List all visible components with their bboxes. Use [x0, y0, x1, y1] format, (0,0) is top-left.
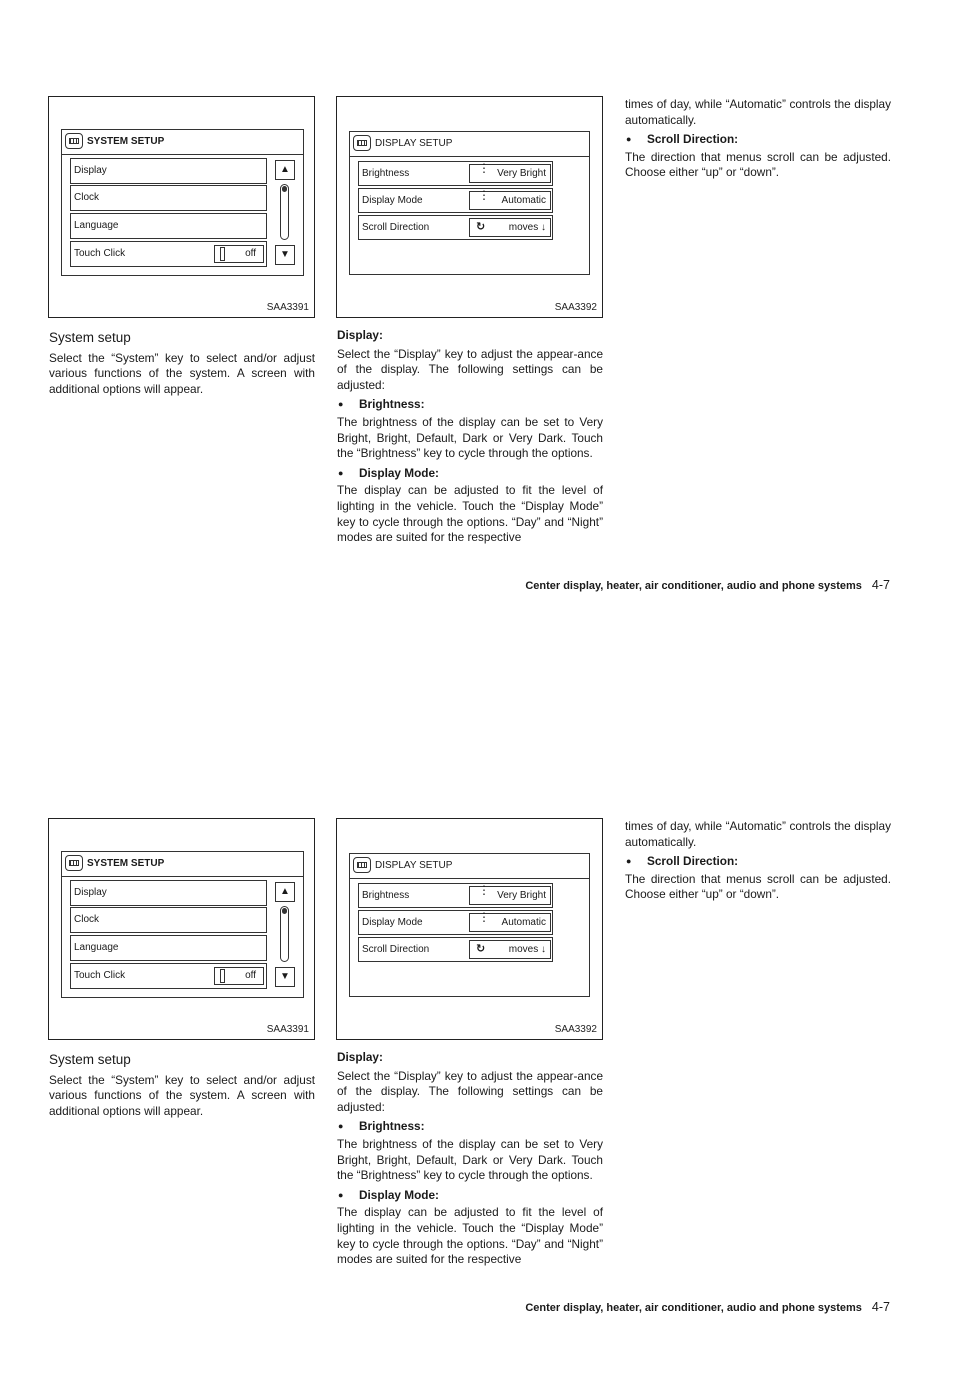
- more-options-icon: ⋮: [478, 161, 490, 175]
- setting-label: Scroll Direction: [362, 944, 430, 955]
- paragraph: The direction that menus scroll can be adjusted. Choose either “up” or “down”.: [625, 871, 891, 902]
- setting-value-button[interactable]: [469, 910, 551, 932]
- paragraph: Select the “Display” key to adjust the appear-ance of the display. The following settings can be adjusted:: [337, 1068, 603, 1114]
- menu-item-language[interactable]: Language: [70, 213, 267, 239]
- page-1: [0, 0, 954, 660]
- column-2: [337, 328, 603, 550]
- menu-item-display[interactable]: Display: [70, 880, 267, 906]
- menu-item-display[interactable]: Display: [70, 158, 267, 184]
- scrollbar[interactable]: [275, 880, 297, 992]
- setup-icon: [65, 133, 83, 149]
- page-footer: [525, 578, 890, 592]
- setup-icon: [353, 857, 371, 873]
- more-options-icon: ⋮: [478, 910, 490, 924]
- screen-title-text: SYSTEM SETUP: [87, 858, 165, 869]
- paragraph: Select the “System” key to select and/or adjust various functions of the system. A screen with additional options will appear.: [49, 350, 315, 396]
- figure-id: SAA3391: [266, 302, 309, 313]
- screen-title: [62, 130, 303, 155]
- screen-title-text: DISPLAY SETUP: [375, 138, 453, 149]
- system-setup-screen: [61, 129, 304, 276]
- menu-item-touch-click[interactable]: [70, 963, 267, 989]
- column-2: [337, 1050, 603, 1272]
- setting-value: moves ↓: [508, 222, 546, 233]
- setting-value: Automatic: [501, 917, 546, 928]
- bullet-heading: ● Display Mode:: [337, 1188, 603, 1204]
- scroll-track[interactable]: [280, 906, 289, 962]
- setting-value: Very Bright: [497, 168, 546, 179]
- scroll-up-icon[interactable]: ▲: [275, 882, 295, 902]
- setup-icon: [65, 855, 83, 871]
- scroll-up-icon[interactable]: ▲: [275, 160, 295, 180]
- column-1: [49, 330, 315, 401]
- figure-id: SAA3391: [266, 1024, 309, 1035]
- touch-click-toggle[interactable]: off: [214, 967, 264, 985]
- paragraph: The display can be adjusted to fit the level of lighting in the vehicle. Touch the “Display Mode” key to cycle through the options. “Day” and “Night” modes are suited for the respective: [337, 1205, 603, 1267]
- setting-value-button[interactable]: [469, 161, 551, 183]
- setup-icon: [353, 135, 371, 151]
- menu-item-clock[interactable]: Clock: [70, 907, 267, 933]
- system-setup-figure: [48, 96, 315, 318]
- paragraph: The display can be adjusted to fit the level of lighting in the vehicle. Touch the “Display Mode” key to cycle through the options. “Day” and “Night” modes are suited for the respective: [337, 483, 603, 545]
- setting-value-button[interactable]: [469, 940, 551, 959]
- scrollbar[interactable]: [275, 158, 297, 270]
- more-options-icon: ⋮: [478, 188, 490, 202]
- display-setup-figure: [336, 96, 603, 318]
- scroll-thumb[interactable]: [282, 908, 287, 914]
- setting-value: Automatic: [501, 195, 546, 206]
- screen-title-text: DISPLAY SETUP: [375, 860, 453, 871]
- paragraph: The direction that menus scroll can be adjusted. Choose either “up” or “down”.: [625, 149, 891, 180]
- display-setup-figure: [336, 818, 603, 1040]
- cycle-icon: ↻: [476, 221, 486, 233]
- paragraph: The brightness of the display can be set to Very Bright, Bright, Default, Dark or Very Dark. Touch the “Brightness” key to cycle through the options.: [337, 1136, 603, 1183]
- setting-value-button[interactable]: [469, 218, 551, 237]
- menu-item-label: Touch Click: [74, 970, 126, 981]
- paragraph: times of day, while “Automatic” controls the display automatically.: [625, 97, 891, 127]
- setting-row-brightness[interactable]: [358, 161, 553, 186]
- section-heading: System setup: [49, 1052, 131, 1067]
- cycle-icon: ↻: [476, 943, 486, 955]
- setting-label: Brightness: [362, 890, 410, 901]
- scroll-track[interactable]: [280, 184, 289, 240]
- section-heading: System setup: [49, 330, 131, 345]
- menu-item-touch-click[interactable]: [70, 241, 267, 267]
- menu-item-clock[interactable]: Clock: [70, 185, 267, 211]
- setting-label: Scroll Direction: [362, 222, 430, 233]
- page-number: 4-7: [871, 1300, 890, 1314]
- setting-value: moves ↓: [508, 944, 546, 955]
- bullet-heading: ● Brightness:: [337, 397, 603, 413]
- paragraph: Select the “System” key to select and/or adjust various functions of the system. A screen with additional options will appear.: [49, 1072, 315, 1118]
- scroll-thumb[interactable]: [282, 186, 287, 192]
- setting-row-display-mode[interactable]: [358, 910, 553, 935]
- menu-item-label: Touch Click: [74, 248, 126, 259]
- setting-row-scroll-direction[interactable]: [358, 215, 553, 240]
- paragraph: The brightness of the display can be set to Very Bright, Bright, Default, Dark or Very Dark. Touch the “Brightness” key to cycle through the options.: [337, 414, 603, 461]
- system-setup-figure: [48, 818, 315, 1040]
- scroll-down-icon[interactable]: ▼: [275, 245, 295, 265]
- section-heading: Display:: [337, 1050, 383, 1064]
- section-heading: Display:: [337, 328, 383, 342]
- figure-id: SAA3392: [554, 1024, 597, 1035]
- setting-row-display-mode[interactable]: [358, 188, 553, 213]
- paragraph: Select the “Display” key to adjust the appear-ance of the display. The following settings can be adjusted:: [337, 346, 603, 392]
- setting-value-button[interactable]: [469, 188, 551, 210]
- page-2: [0, 722, 954, 1382]
- footer-title: Center display, heater, air conditioner, audio and phone systems: [525, 1302, 862, 1314]
- column-3: [625, 819, 891, 907]
- screen-title-text: SYSTEM SETUP: [87, 136, 165, 147]
- setting-label: Brightness: [362, 168, 410, 179]
- touch-click-toggle[interactable]: off: [214, 245, 264, 263]
- bullet-heading: ● Display Mode:: [337, 466, 603, 482]
- bullet-heading: ● Brightness:: [337, 1119, 603, 1135]
- setting-value: Very Bright: [497, 890, 546, 901]
- page-number: 4-7: [871, 578, 890, 592]
- setting-label: Display Mode: [362, 195, 423, 206]
- display-setup-screen: [349, 853, 590, 997]
- setting-label: Display Mode: [362, 917, 423, 928]
- bullet-heading: ● Scroll Direction:: [625, 854, 891, 870]
- menu-item-language[interactable]: Language: [70, 935, 267, 961]
- column-3: [625, 97, 891, 185]
- bullet-heading: ● Scroll Direction:: [625, 132, 891, 148]
- screen-title: [62, 852, 303, 877]
- display-setup-screen: [349, 131, 590, 275]
- setting-row-brightness[interactable]: [358, 883, 553, 908]
- page-footer: [525, 1300, 890, 1314]
- more-options-icon: ⋮: [478, 883, 490, 897]
- footer-title: Center display, heater, air conditioner, audio and phone systems: [525, 580, 862, 592]
- scroll-down-icon[interactable]: ▼: [275, 967, 295, 987]
- setting-row-scroll-direction[interactable]: [358, 937, 553, 962]
- column-1: [49, 1052, 315, 1123]
- system-setup-screen: [61, 851, 304, 998]
- screen-title: [350, 132, 589, 157]
- screen-title: [350, 854, 589, 879]
- paragraph: times of day, while “Automatic” controls the display automatically.: [625, 819, 891, 849]
- setting-value-button[interactable]: [469, 883, 551, 905]
- figure-id: SAA3392: [554, 302, 597, 313]
